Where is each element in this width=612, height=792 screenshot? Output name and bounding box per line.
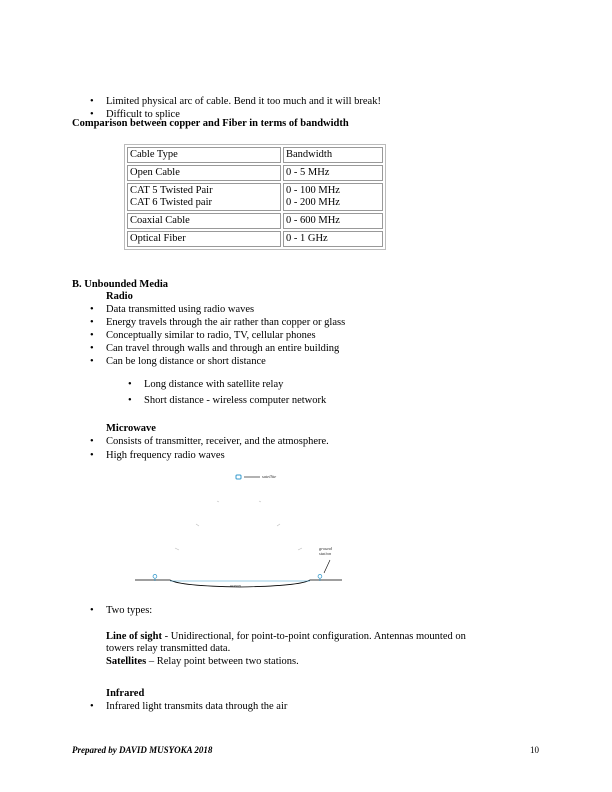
footer-author: Prepared by DAVID MUSYOKA 2018 (72, 745, 213, 755)
bullet: • Infrared light transmits data through the air (106, 701, 287, 713)
bullet: • Energy travels through the air rather than copper or glass (106, 317, 345, 329)
ocean-label: ocean (230, 583, 241, 588)
subheading: Infrared (106, 688, 145, 699)
satellite-icon (236, 475, 241, 479)
bullet: • Consists of transmitter, receiver, and the atmosphere. (106, 436, 329, 448)
bullet: • Limited physical arc of cable. Bend it too much and it will break! (106, 96, 381, 108)
paragraph: Satellites – Relay point between two stations. (106, 656, 299, 667)
table-header-row: Cable Type Bandwidth (127, 147, 383, 163)
page-number: 10 (530, 745, 539, 755)
table-row: Coaxial Cable 0 - 600 MHz (127, 213, 383, 229)
bullet: • Difficult to splice (106, 109, 180, 121)
ground-station-icon: ⚲ (152, 573, 158, 582)
bullet: • Conceptually similar to radio, TV, cellular phones (106, 330, 316, 342)
sub-bullet: • Short distance - wireless computer network (144, 395, 326, 407)
subheading: Microwave (106, 423, 156, 434)
section-heading: B. Unbounded Media (72, 279, 168, 290)
ground-station-label: ground (319, 546, 332, 551)
table-row: Optical Fiber 0 - 1 GHz (127, 231, 383, 247)
section-heading: Comparison between copper and Fiber in terms of bandwidth (72, 118, 349, 129)
bullet: • High frequency radio waves (106, 450, 225, 462)
bullet: • Can be long distance or short distance (106, 356, 266, 368)
ground-station-label: station (319, 551, 332, 556)
paragraph: towers relay transmitted data. (106, 643, 231, 654)
bullet: • Data transmitted using radio waves (106, 304, 254, 316)
satellite-diagram (120, 470, 360, 595)
ground-station-icon: ⚲ (317, 573, 323, 582)
table-row: Open Cable 0 - 5 MHz (127, 165, 383, 181)
satellite-label: satellite (262, 474, 277, 479)
sub-bullet: • Long distance with satellite relay (144, 379, 283, 391)
bullet: • Two types: (106, 605, 152, 617)
bandwidth-table (124, 144, 386, 250)
paragraph: Line of sight - Unidirectional, for point-to-point configuration. Antennas mounted on (106, 631, 466, 642)
table-row: CAT 5 Twisted Pair CAT 6 Twisted pair 0 - 100 MHz 0 - 200 MHz (127, 183, 383, 211)
subheading: Radio (106, 291, 133, 302)
bullet: • Can travel through walls and through an entire building (106, 343, 339, 355)
